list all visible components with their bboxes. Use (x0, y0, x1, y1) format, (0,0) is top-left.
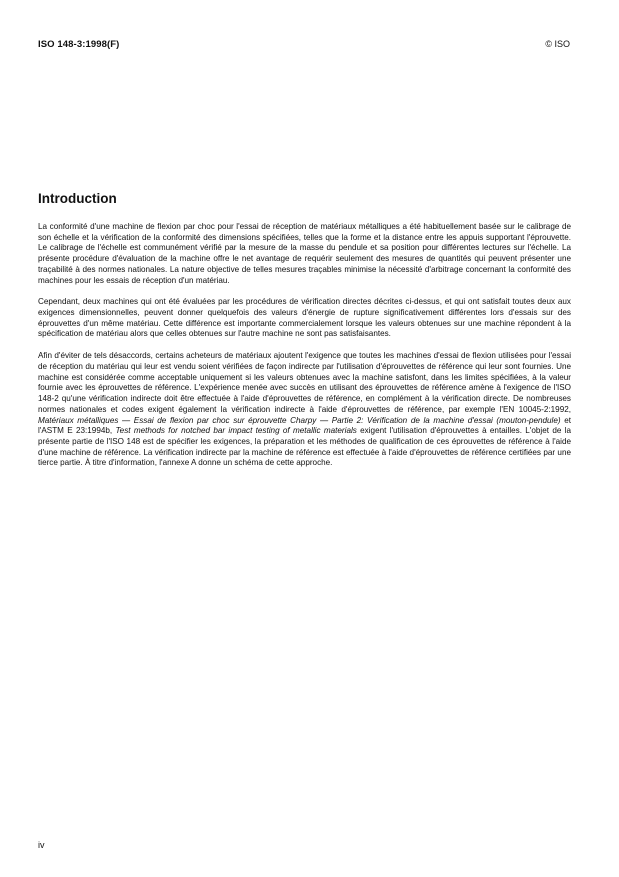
paragraph-3 (38, 351, 571, 469)
page-number: iv (38, 840, 45, 850)
copyright-notice: © ISO (545, 39, 570, 49)
astm-e23-title: Test methods for notched bar impact testing of metallic materials (115, 426, 357, 436)
section-title: Introduction (38, 191, 117, 206)
paragraph-1: La conformité d'une machine de flexion par choc pour l'essai de réception de matériaux métalliques a été habituellement basée sur le calibrage de son échelle et la vérification de la conformité des dimensions spécifiées, telles que la forme et la distance entre les appuis supportant l'éprouvette. Le calibrage de l'échelle est communément vérifié par la mesure de la masse du pendule et sa position pour différentes lectures sur l'échelle. La présente procédure d'évaluation de la machine offre le net avantage de requérir seulement des mesures de quantités qui peuvent présenter une traçabilité à des normes nationales. La nature objective de telles mesures traçables minimise la nécessité d'arbitrage concernant la conformité des machines pour les essais de réception d'un matériau. (38, 222, 571, 285)
paragraph-3-text-c: et l'ASTM E 23:1994b, (38, 415, 571, 436)
document-reference: ISO 148-3:1998(F) (38, 39, 120, 50)
paragraph-2: Cependant, deux machines qui ont été évaluées par les procédures de vérification directes décrites ci-dessus, et qui ont satisfait toutes deux aux exigences dimensionnelles, peuvent donner quelquefois des valeurs d'énergie de rupture significativement différentes lors d'essais sur des éprouvettes d'un même matériau. Cette différence est importante commercialement lorsque les valeurs obtenues sur une machine répondent à la spécification de matériau alors que celles obtenues sur l'autre machine ne sont pas satisfaisantes. (38, 297, 571, 339)
paragraph-3-text-e: exigent l'utilisation d'éprouvettes à entailles. L'objet de la présente partie de l'ISO 148 est de spécifier les exigences, la préparation et les méthodes de qualification de ces éprouvettes de référence à l'aide d'une machine de référence. La vérification indirecte par la machine de référence est effectuée à l'aide d'éprouvettes de référence certifiées par une tierce partie. À titre d'information, l'annexe A donne un schéma de cette approche. (38, 426, 571, 468)
paragraph-3-text-a: Afin d'éviter de tels désaccords, certains acheteurs de matériaux ajoutent l'exigence que toutes les machines d'essai de flexion utilisées pour l'essai de réception du matériau qui leur est vendu soient vérifiées de façon indirecte par l'utilisation d'éprouvettes de référence qui leur sont fournies. Une machine est considérée comme acceptable uniquement si les valeurs obtenues avec la machine satisfont, dans les limites spécifiées, à la valeur fournie avec les éprouvettes de référence. L'expérience menée avec succès en utilisant des éprouvettes de référence amène à l'exigence de l'ISO 148-2 qu'une vérification indirecte doit être effectuée à l'aide d'éprouvettes de référence, en complément à la vérification directe. De nombreuses normes nationales et codes exigent également la vérification indirecte à l'aide d'éprouvettes de référence, par exemple l'EN 10045-2:1992, (38, 351, 571, 414)
en-10045-title: Matériaux métalliques — Essai de flexion par choc sur éprouvette Charpy — Partie 2: Vérification de la machine d'essai (mouton-pendule) (38, 415, 561, 425)
section-body (38, 222, 571, 480)
